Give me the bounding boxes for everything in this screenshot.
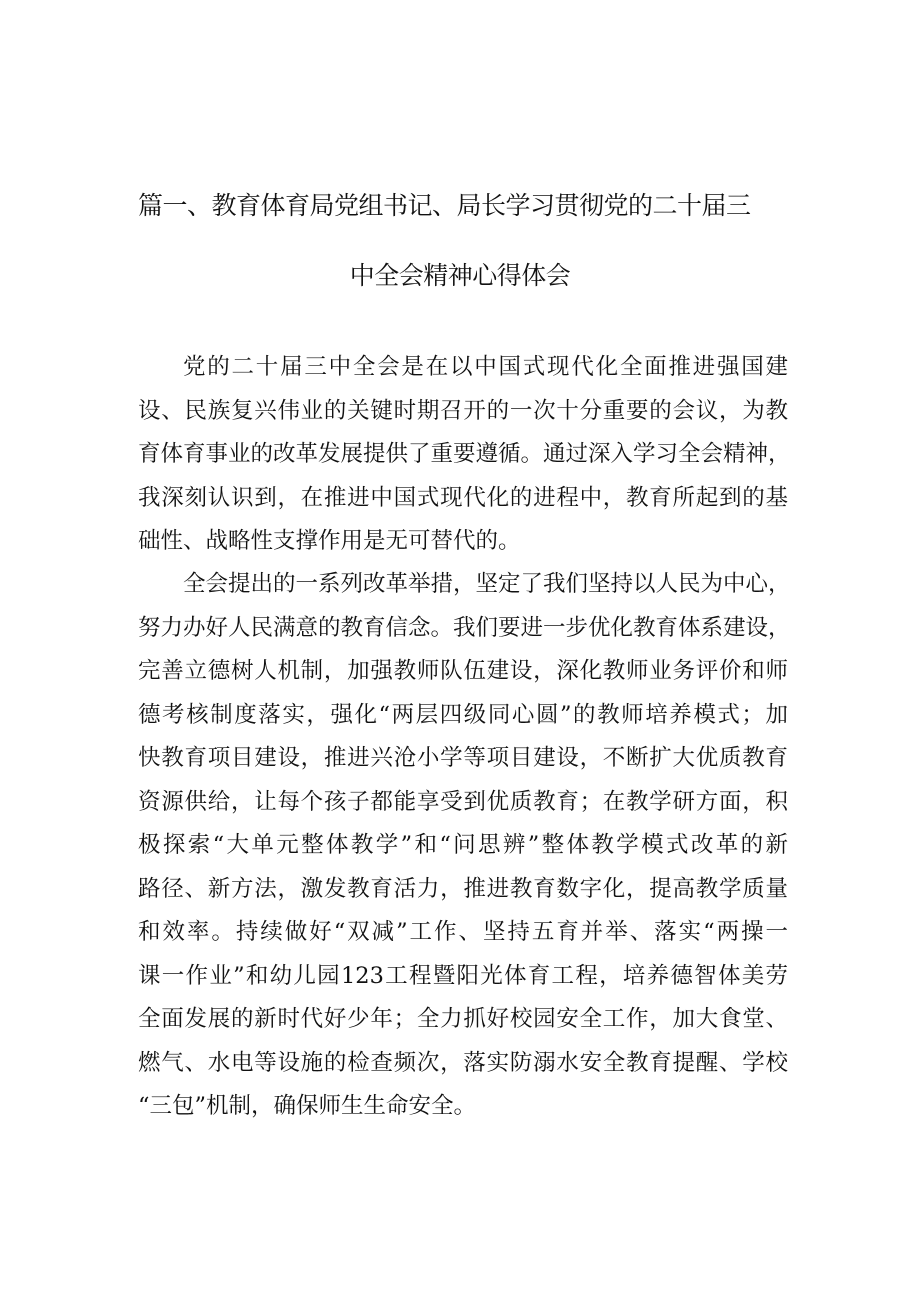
paragraph-2-line: 资源供给，让每个孩子都能享受到优质教育；在教学研方面，积	[138, 788, 788, 815]
paragraph-1-line: 我深刻认识到，在推进中国式现代化的进程中，教育所起到的基	[138, 484, 788, 511]
paragraph-2-line: 极探索“大单元整体教学”和“问思辨”整体教学模式改革的新	[138, 832, 788, 858]
paragraph-1-line: 育体育事业的改革发展提供了重要遵循。通过深入学习全会精神，	[138, 441, 791, 467]
paragraph-2-line: “三包”机制，确保师生生命安全。	[138, 1093, 477, 1119]
paragraph-2-line: 全会提出的一系列改革举措，坚定了我们坚持以人民为中心，	[183, 571, 791, 597]
paragraph-1-line: 础性、战略性支撑作用是无可替代的。	[138, 528, 521, 554]
paragraph-2-line: 和效率。持续做好“双减”工作、坚持五育并举、落实“两操一	[138, 919, 788, 945]
paragraph-2-line: 课一作业”和幼儿园123工程暨阳光体育工程，培养德智体美劳	[138, 962, 788, 989]
paragraph-2-line: 燃气、水电等设施的检查频次，落实防溺水安全教育提醒、学校	[138, 1049, 788, 1076]
paragraph-2-line: 完善立德树人机制，加强教师队伍建设，深化教师业务评价和师	[138, 658, 788, 684]
paragraph-2-line: 德考核制度落实，强化“两层四级同心圆”的教师培养模式；加	[138, 701, 788, 728]
document-title-line-2: 中全会精神心得体会	[349, 261, 571, 290]
paragraph-1-line: 党的二十届三中全会是在以中国式现代化全面推进强国建	[183, 354, 788, 380]
paragraph-2-line: 路径、新方法，激发教育活力，推进教育数字化，提高教学质量	[138, 875, 788, 902]
paragraph-2-line: 全面发展的新时代好少年；全力抓好校园安全工作，加大食堂、	[138, 1006, 788, 1032]
paragraph-1	[138, 346, 791, 564]
document-title-line-1: 篇一、教育体育局党组书记、局长学习贯彻党的二十届三	[138, 191, 751, 220]
paragraph-2-line: 努力办好人民满意的教育信念。我们要进一步优化教育体系建设，	[138, 614, 791, 641]
paragraph-2-line: 快教育项目建设，推进兴沧小学等项目建设，不断扩大优质教育	[138, 745, 788, 771]
paragraph-1-line: 设、民族复兴伟业的关键时期召开的一次十分重要的会议，为教	[138, 397, 788, 424]
paragraph-2	[138, 563, 791, 1129]
